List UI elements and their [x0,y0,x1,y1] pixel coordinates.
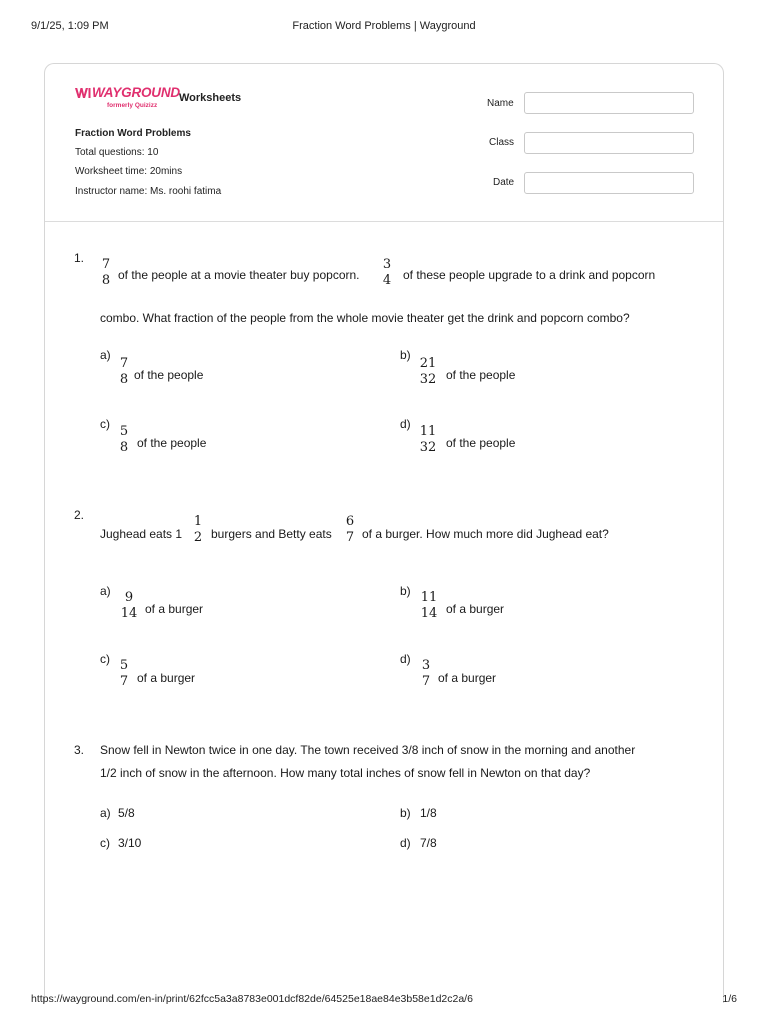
option-letter: d) [400,652,411,666]
option-text[interactable]: 1/8 [420,806,437,820]
numerator: 5 [119,658,129,673]
class-field[interactable] [524,132,694,154]
question-text: burgers and Betty eats [211,527,332,541]
option-letter: a) [100,584,111,598]
option-letter: b) [400,348,411,362]
denominator: 8 [101,273,111,288]
print-header [31,20,737,34]
option-text[interactable]: of a burger [438,671,497,685]
question-number: 2. [74,508,85,522]
numerator: 3 [421,658,431,673]
option-fraction [119,590,139,622]
question-text: Snow fell in Newton twice in one day. The town received 3/8 inch of snow in the morning and another [100,743,636,757]
option-letter: c) [100,836,110,850]
denominator: 7 [421,674,431,689]
option-text[interactable]: of the people [137,436,207,450]
date-label: Date [493,177,515,188]
option-fraction [114,424,134,456]
date-field[interactable] [524,172,694,194]
numerator: 1 [193,514,203,529]
numerator: 9 [124,590,134,605]
option-fraction [114,356,134,388]
header-divider [45,221,723,222]
numerator: 3 [382,257,392,272]
numerator: 6 [345,514,355,529]
fraction [96,257,116,289]
question-text: of these people upgrade to a drink and popcorn [403,268,656,282]
wayground-logo-icon [75,87,91,99]
denominator: 32 [419,372,437,387]
option-letter: c) [100,417,110,431]
option-letter: d) [400,836,411,850]
numerator: 11 [420,590,438,605]
denominator: 7 [119,674,129,689]
option-letter: b) [400,584,411,598]
denominator: 14 [120,606,138,621]
instructor-name: Instructor name: Ms. roohi fatima [75,186,222,197]
denominator: 2 [193,530,203,545]
denominator: 4 [382,273,392,288]
wayground-logo [75,85,180,115]
option-fraction [416,658,436,690]
option-text[interactable]: of the people [446,368,516,382]
option-text[interactable]: of a burger [145,602,204,616]
option-text[interactable]: of a burger [446,602,505,616]
print-url: https://wayground.com/en-in/print/62fcc5a3a8783e001dcf82de/64525e18ae84e3b58e1d2c2a/6 [31,993,473,1005]
option-fraction [114,658,134,690]
question-text: Jughead eats 1 [100,527,183,541]
denominator: 14 [420,606,438,621]
option-text[interactable]: of the people [446,436,516,450]
worksheet-title: Fraction Word Problems [75,128,191,139]
option-letter: c) [100,652,110,666]
page-number: 1/6 [722,993,737,1005]
option-text[interactable]: of the people [134,368,204,382]
numerator: 21 [419,356,437,371]
denominator: 8 [119,372,129,387]
total-questions: Total questions: 10 [75,147,159,158]
print-date: 9/1/25, 1:09 PM [31,20,109,32]
question-number: 1. [74,251,85,265]
question-text: of a burger. How much more did Jughead eat? [362,527,609,541]
option-fraction [418,356,438,388]
numerator: 7 [119,356,129,371]
option-letter: d) [400,417,411,431]
option-fraction [418,424,438,456]
question-text: combo. What fraction of the people from the whole movie theater get the drink and popcorn combo? [100,311,630,325]
denominator: 32 [419,440,437,455]
fraction [188,514,208,546]
question-number: 3. [74,743,85,757]
worksheets-label: Worksheets [179,92,242,104]
option-letter: b) [400,806,411,820]
option-letter: a) [100,806,111,820]
option-fraction [419,590,439,622]
worksheet-time: Worksheet time: 20mins [75,166,183,177]
question-text: 1/2 inch of snow in the afternoon. How many total inches of snow fell in Newton on that day? [100,766,591,780]
print-title: Fraction Word Problems | Wayground [292,20,476,32]
print-footer [31,993,737,1007]
question-text: of the people at a movie theater buy popcorn. [118,268,360,282]
denominator: 7 [345,530,355,545]
denominator: 8 [119,440,129,455]
option-text[interactable]: of a burger [137,671,196,685]
logo-formerly: formerly Quizizz [107,102,158,109]
fraction [340,514,360,546]
option-letter: a) [100,348,111,362]
fraction [377,257,397,289]
numerator: 7 [101,257,111,272]
option-text[interactable]: 7/8 [420,836,437,850]
option-text[interactable]: 5/8 [118,806,135,820]
logo-wordmark: WAYGROUND [92,85,180,100]
class-label: Class [489,137,515,148]
name-label: Name [487,98,514,109]
option-text[interactable]: 3/10 [118,836,142,850]
name-field[interactable] [524,92,694,114]
numerator: 5 [119,424,129,439]
numerator: 11 [419,424,437,439]
